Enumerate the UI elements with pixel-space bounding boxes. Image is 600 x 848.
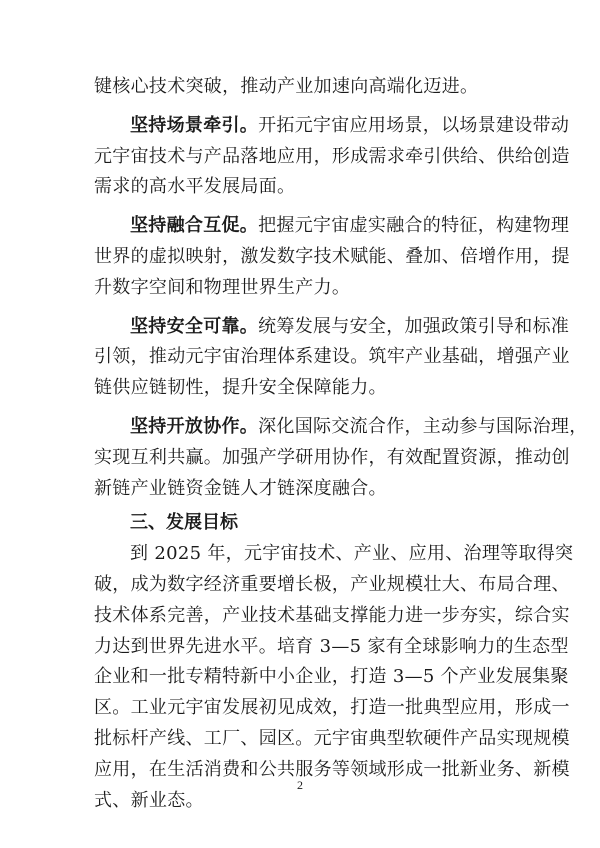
text-line: 统筹发展与安全，加强政策引导和标准 <box>258 315 570 337</box>
text-line: 升数字空间和物理世界生产力。 <box>94 276 351 298</box>
text-line: 把握元宇宙虚实融合的特征，构建物理 <box>258 215 570 237</box>
text-line: 新链产业链资金链人才链深度融合。 <box>94 477 387 499</box>
principle-title-security: 坚持安全可靠。 <box>130 315 259 337</box>
text-line: 需求的高水平发展局面。 <box>94 176 296 198</box>
text-line: 键核心技术突破，推动产业加速向高端化迈进。 <box>94 76 479 97</box>
paragraph-fusion-first-line <box>94 211 570 242</box>
section-heading: 三、发展目标 <box>130 512 238 534</box>
text-line: 企业和一批专精特新中小企业，打造 3—5 个产业发展集聚 <box>94 666 569 688</box>
paragraph-scene-first-line <box>94 111 570 142</box>
text-line: 批标杆产线、工厂、园区。元宇宙典型软硬件产品实现规模 <box>94 727 570 749</box>
paragraph-openness-first-line <box>94 412 588 443</box>
text-line: 链供应链韧性，提升安全保障能力。 <box>94 377 387 399</box>
text-line: 元宇宙技术与产品落地应用，形成需求牵引供给、供给创造 <box>94 145 570 167</box>
text-line: 应用，在生活消费和公共服务等领域形成一批新业务、新模 <box>94 758 570 780</box>
text-line: 开拓元宇宙应用场景，以场景建设带动 <box>258 114 570 136</box>
text-line: 式、新业态。 <box>94 789 204 811</box>
text-line: 区。工业元宇宙发展初见成效，打造一批典型应用，形成一 <box>94 697 570 719</box>
principle-title-fusion: 坚持融合互促。 <box>130 215 259 237</box>
principle-title-scene: 坚持场景牵引。 <box>130 114 259 136</box>
text-line: 实现互利共赢。加强产学研用协作，有效配置资源，推动创 <box>94 446 570 468</box>
text-line: 引领，推动元宇宙治理体系建设。筑牢产业基础，增强产业 <box>94 346 570 368</box>
principle-title-openness: 坚持开放协作。 <box>130 415 259 437</box>
paragraph-security-first-line <box>94 312 570 343</box>
text-line: 深化国际交流合作，主动参与国际治理， <box>258 415 588 437</box>
text-line: 到 2025 年，元宇宙技术、产业、应用、治理等取得突 <box>130 543 574 565</box>
text-line: 世界的虚拟映射，激发数字技术赋能、叠加、倍增作用，提 <box>94 245 570 267</box>
text-line: 技术体系完善，产业技术基础支撑能力进一步夯实，综合实 <box>94 604 570 626</box>
text-line: 力达到世界先进水平。培育 3—5 家有全球影响力的生态型 <box>94 635 569 657</box>
text-line: 破，成为数字经济重要增长极，产业规模壮大、布局合理、 <box>94 573 570 595</box>
document-body <box>94 72 588 816</box>
page-number: 2 <box>297 778 303 792</box>
